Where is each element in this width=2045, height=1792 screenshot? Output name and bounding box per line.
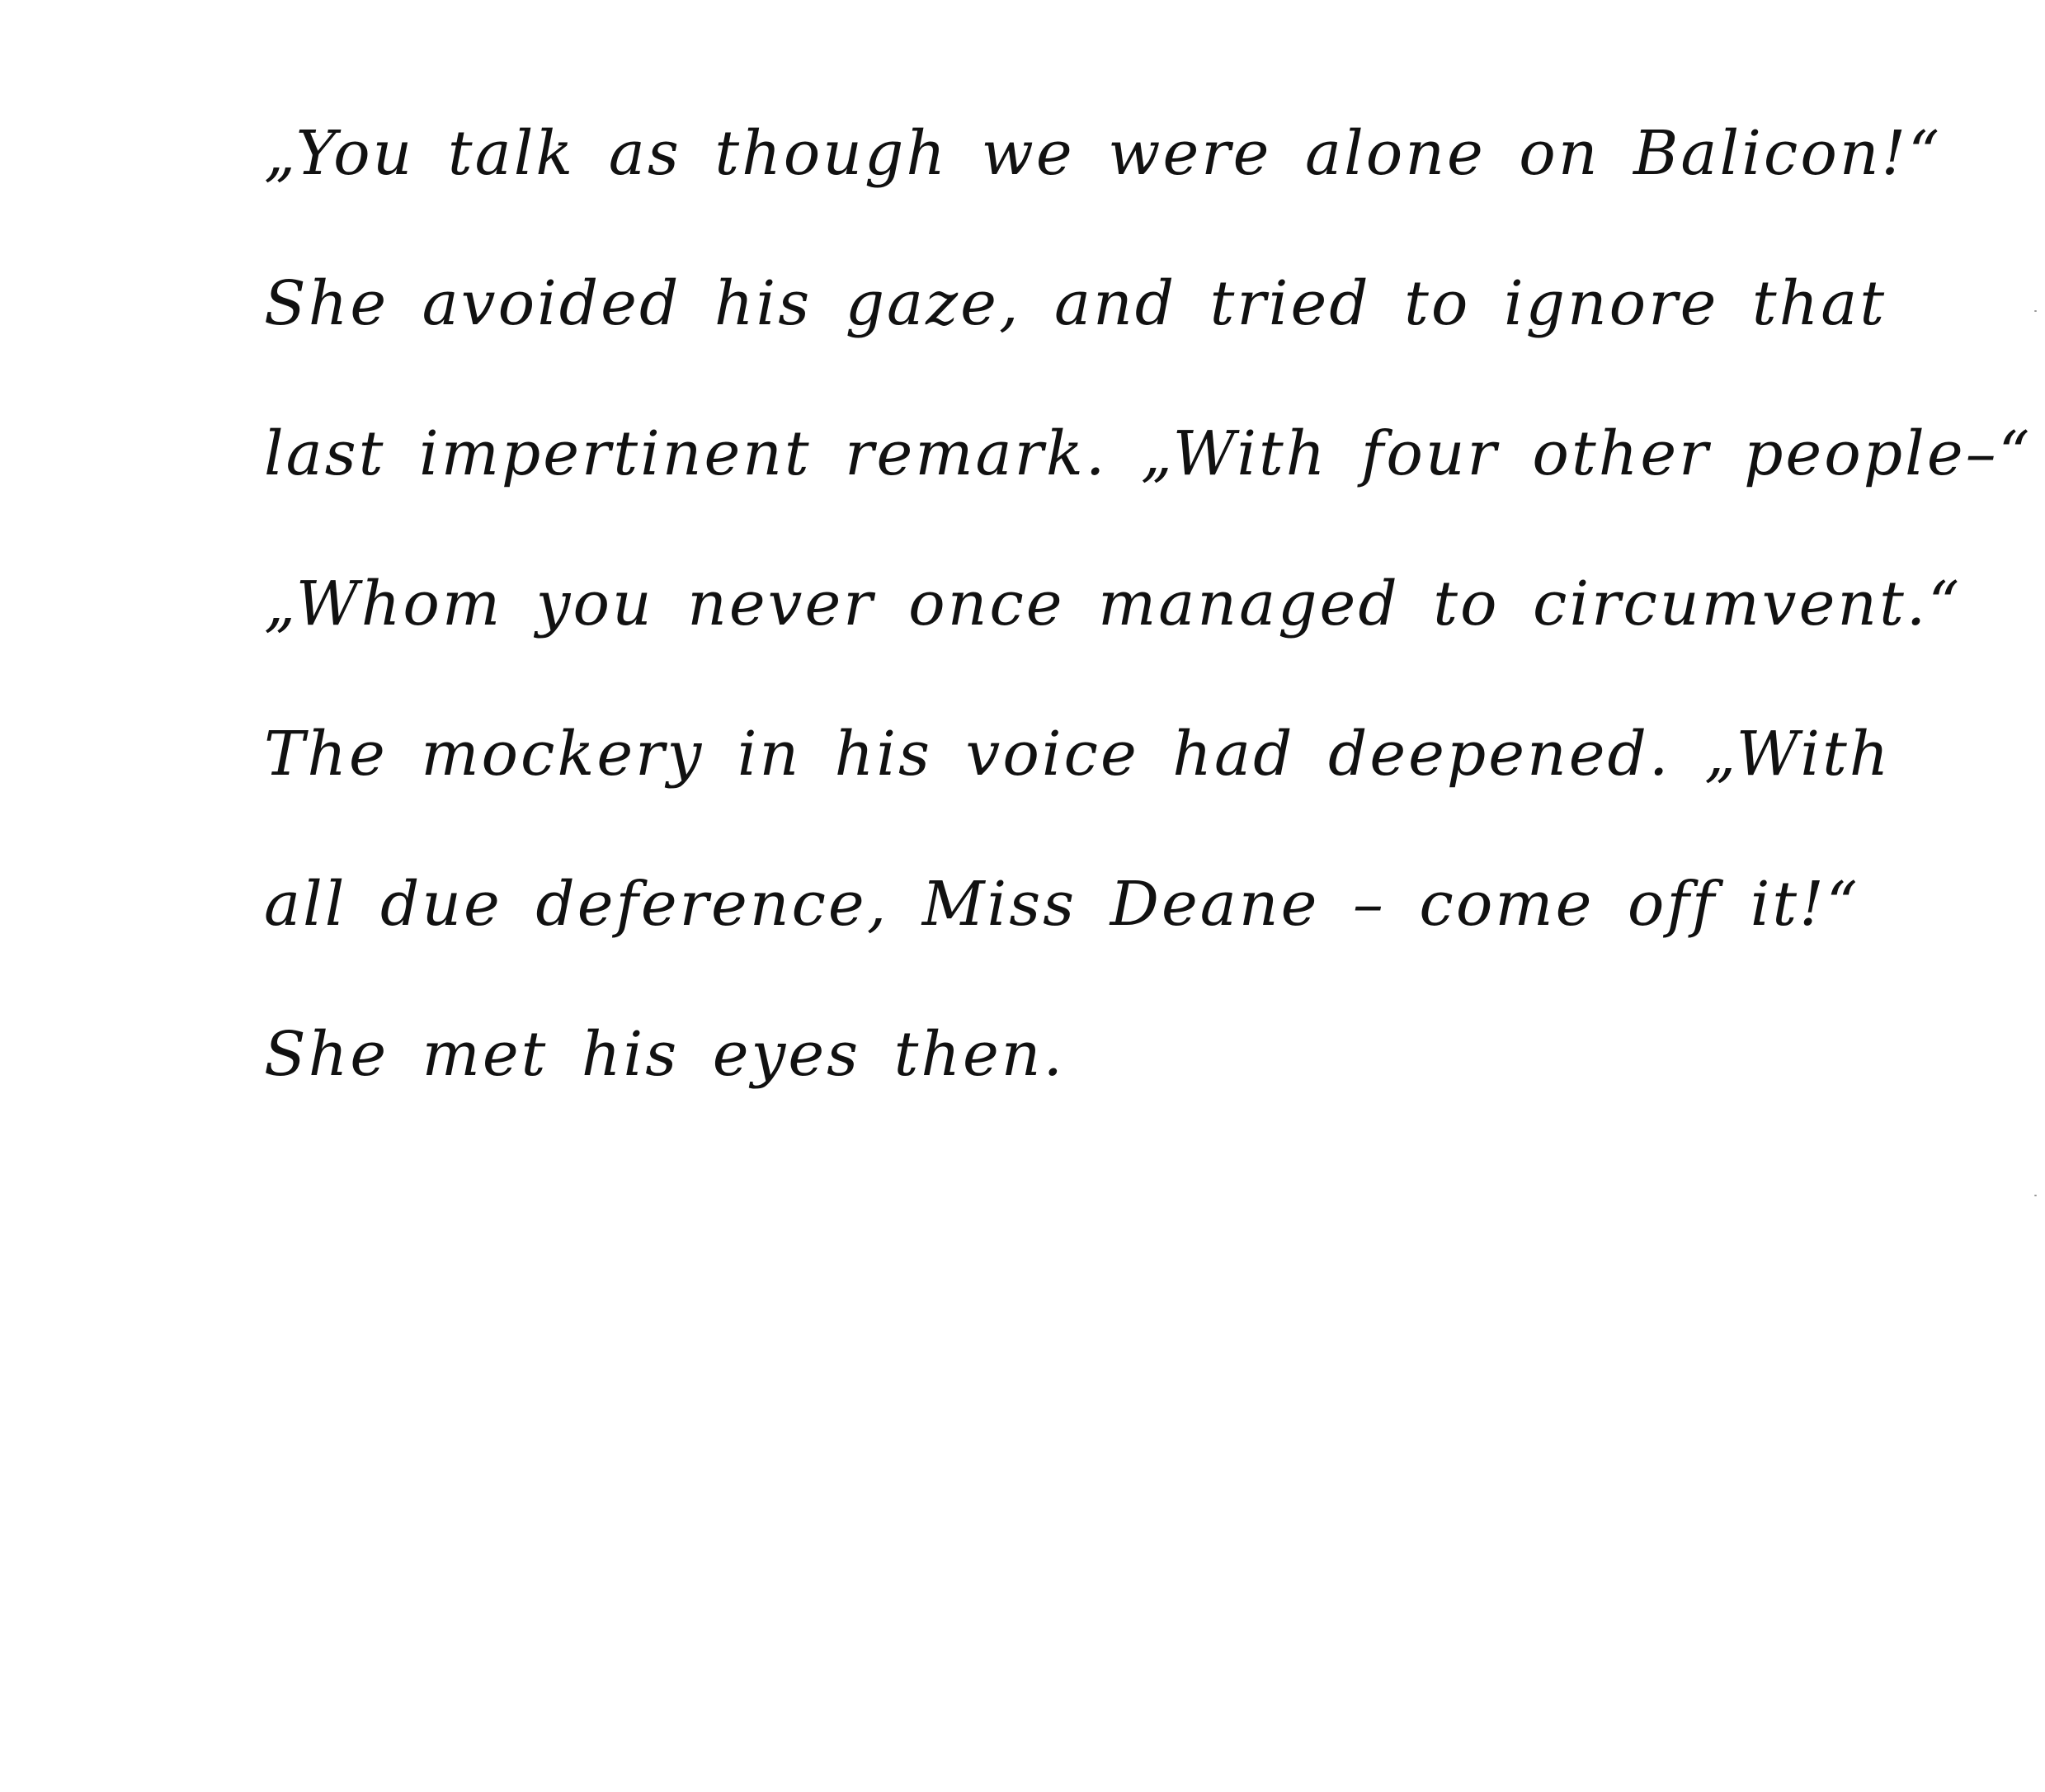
text-line: She avoided his gaze, and tried to ignore that [264,268,1887,339]
scan-speck [2034,1195,2037,1196]
text-line: all due deference, Miss Deane – come off it!“ [264,869,1860,940]
handwritten-text-block [264,78,2033,1129]
text-line: The mockery in his voice had deepened. „With [264,719,1892,790]
text-line: last impertinent remark. „With four other people–“ [264,418,2033,489]
text-line: „You talk as though we were alone on Balicon!“ [264,118,1943,189]
text-line: „Whom you never once managed to circumvent.“ [264,568,1963,639]
scan-speck [2034,310,2037,312]
text-line: She met his eyes then. [264,1019,1065,1090]
